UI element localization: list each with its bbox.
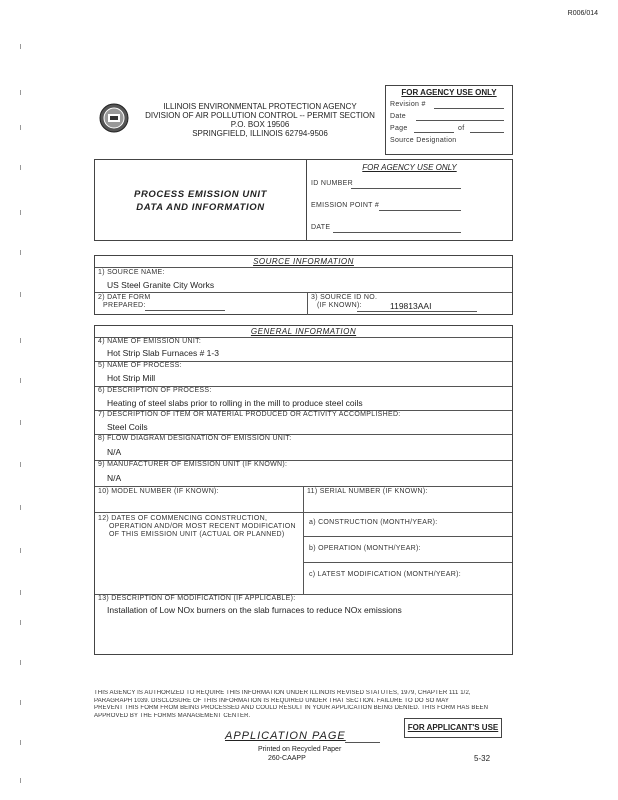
q12b-label: b) OPERATION (MONTH/YEAR): bbox=[309, 545, 421, 552]
source-name-label: 1) SOURCE NAME: bbox=[98, 269, 165, 276]
agency-line-1: ILLINOIS ENVIRONMENTAL PROTECTION AGENCY bbox=[163, 102, 357, 111]
agency-use-mid-title: FOR AGENCY USE ONLY bbox=[362, 163, 457, 172]
q12c-label: c) LATEST MODIFICATION (MONTH/YEAR): bbox=[309, 571, 461, 578]
source-info-title: SOURCE INFORMATION bbox=[253, 257, 354, 266]
q4-value: Hot Strip Slab Furnaces # 1-3 bbox=[107, 348, 219, 358]
notice-line-2: PARAGRAPH 1039. DISCLOSURE OF THIS INFORMATION IS REQUIRED UNDER THAT SECTION. FAILURE TO DO SO MAY bbox=[94, 697, 449, 704]
q8-label: 8) FLOW DIAGRAM DESIGNATION OF EMISSION UNIT: bbox=[98, 435, 292, 442]
q12a-label: a) CONSTRUCTION (MONTH/YEAR): bbox=[309, 519, 438, 526]
q13-value: Installation of Low NOx burners on the slab furnaces to reduce NOx emissions bbox=[107, 605, 402, 615]
source-id-value: 119813AAI bbox=[390, 301, 432, 311]
notice-line-3: PREVENT THIS FORM FROM BEING PROCESSED AND COULD RESULT IN YOUR APPLICATION BEING DENIED. THIS FORM HAS BEEN bbox=[94, 705, 489, 711]
source-designation-label: Source Designation bbox=[390, 137, 457, 144]
notice-line-1: THIS AGENCY IS AUTHORIZED TO REQUIRE THIS INFORMATION UNDER ILLINOIS REVISED STATUTES, 1979, CHAPTER 111 1/2, bbox=[94, 690, 471, 696]
application-page-label: APPLICATION PAGE bbox=[225, 730, 346, 742]
source-name-value: US Steel Granite City Works bbox=[107, 280, 215, 290]
agency-date-label: DATE bbox=[311, 224, 331, 231]
q12-label-2: OPERATION AND/OR MOST RECENT MODIFICATION bbox=[109, 523, 296, 530]
q5-label: 5) NAME OF PROCESS: bbox=[98, 362, 182, 369]
id-number-label: ID NUMBER bbox=[311, 180, 353, 187]
source-id-sub-label: (IF KNOWN): bbox=[317, 302, 362, 309]
q12-label-1: 12) DATES OF COMMENCING CONSTRUCTION, bbox=[98, 515, 268, 522]
general-info-box bbox=[94, 325, 513, 655]
q8-value: N/A bbox=[107, 447, 122, 457]
q9-label: 9) MANUFACTURER OF EMISSION UNIT (IF KNOWN): bbox=[98, 461, 288, 468]
agency-line-2: DIVISION OF AIR POLLUTION CONTROL -- PERMIT SECTION bbox=[145, 111, 375, 120]
q7-label: 7) DESCRIPTION OF ITEM OR MATERIAL PRODUCED OR ACTIVITY ACCOMPLISHED: bbox=[98, 411, 401, 418]
notice-line-4: APPROVED BY THE FORMS MANAGEMENT CENTER. bbox=[94, 712, 251, 719]
agency-use-mid-box bbox=[306, 159, 513, 241]
source-info-box bbox=[94, 255, 513, 315]
q7-value: Steel Coils bbox=[107, 422, 148, 432]
page-code: R006/014 bbox=[567, 10, 598, 17]
q10-label: 10) MODEL NUMBER (IF KNOWN): bbox=[98, 488, 219, 495]
printed-note: Printed on Recycled Paper bbox=[258, 746, 342, 753]
form-title-line-2: DATA AND INFORMATION bbox=[136, 202, 265, 213]
q9-value: N/A bbox=[107, 473, 122, 483]
page-label: Page bbox=[390, 125, 408, 132]
page-number: 5-32 bbox=[474, 754, 491, 763]
form-title-box bbox=[94, 159, 307, 241]
general-info-title: GENERAL INFORMATION bbox=[250, 327, 357, 336]
form-title-line-1: PROCESS EMISSION UNIT bbox=[134, 189, 267, 200]
source-id-label: 3) SOURCE ID NO. bbox=[311, 294, 378, 301]
for-applicant-box bbox=[404, 718, 502, 738]
agency-use-top-title: FOR AGENCY USE ONLY bbox=[401, 88, 497, 97]
q6-label: 6) DESCRIPTION OF PROCESS: bbox=[98, 387, 212, 394]
form-number: 260-CAAPP bbox=[268, 755, 306, 762]
revision-date-label: Date bbox=[390, 113, 406, 120]
date-form-label: 2) DATE FORM bbox=[98, 294, 151, 301]
emission-point-label: EMISSION POINT # bbox=[311, 202, 380, 209]
page-of-label: of bbox=[458, 125, 465, 132]
q4-label: 4) NAME OF EMISSION UNIT: bbox=[98, 338, 202, 345]
agency-line-4: SPRINGFIELD, ILLINOIS 62794-9506 bbox=[192, 129, 328, 138]
q11-label: 11) SERIAL NUMBER (IF KNOWN): bbox=[307, 488, 428, 495]
footer-notice bbox=[94, 690, 514, 720]
q5-value: Hot Strip Mill bbox=[107, 373, 156, 383]
agency-header bbox=[135, 102, 385, 138]
for-applicant-label: FOR APPLICANT'S USE bbox=[407, 723, 499, 732]
agency-seal-icon bbox=[99, 103, 129, 133]
date-form-sub-label: PREPARED: bbox=[103, 302, 146, 309]
agency-line-3: P.O. BOX 19506 bbox=[230, 120, 290, 129]
q12-label-3: OF THIS EMISSION UNIT (ACTUAL OR PLANNED) bbox=[109, 531, 285, 538]
revision-label: Revision # bbox=[390, 101, 426, 108]
q13-label: 13) DESCRIPTION OF MODIFICATION (IF APPLICABLE): bbox=[98, 595, 296, 602]
q6-value: Heating of steel slabs prior to rolling in the mill to produce steel coils bbox=[107, 398, 363, 408]
agency-use-top-box bbox=[385, 85, 513, 155]
